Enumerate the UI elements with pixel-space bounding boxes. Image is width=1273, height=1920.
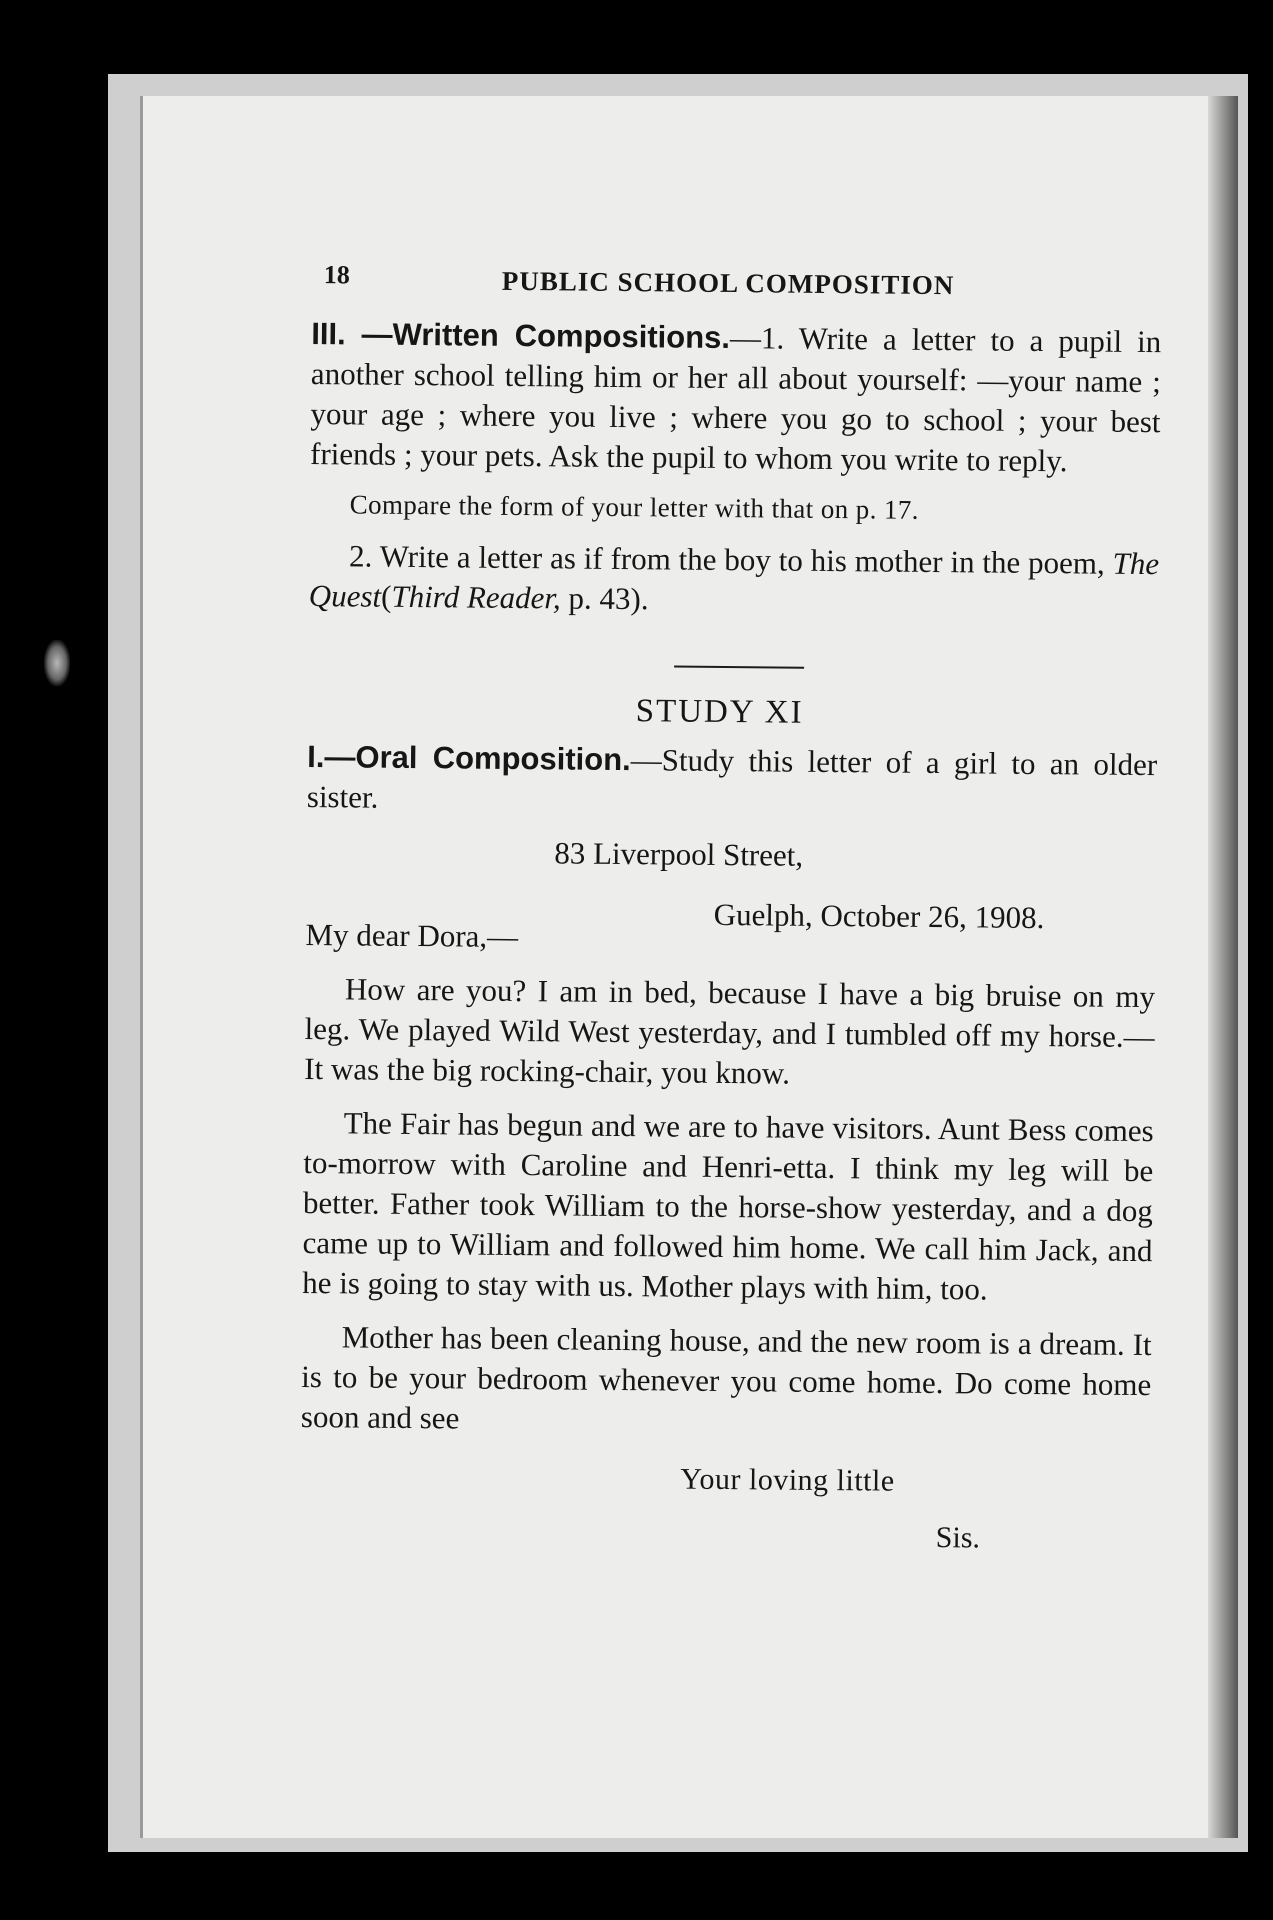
written-compositions-item-2 [309, 536, 1160, 624]
scan-dust-mark [44, 640, 70, 686]
oral-composition-heading: I.—Oral Composition. [307, 738, 631, 778]
item-1-number: —1. [729, 320, 785, 356]
page-left-edge [140, 96, 143, 1838]
section-divider [674, 665, 804, 668]
book-spine-shadow [1208, 96, 1238, 1838]
study-title: STUDY XI [635, 693, 804, 731]
letter-salutation: My dear Dora,— [305, 916, 519, 955]
item-1-text: Write a letter to a pupil in another school telling him or her all about yourself: —your name ; your age ; where you live ; where you go to school ; your best friends ; your pets. Ask the pupil to whom you write to reply. [309, 320, 1162, 479]
letter-closing: Your loving little [680, 1462, 895, 1498]
letter-address-line-1: 83 Liverpool Street, [554, 835, 804, 873]
running-title: PUBLIC SCHOOL COMPOSITION [501, 265, 955, 301]
page-header [312, 260, 1162, 312]
oral-composition-paragraph [307, 737, 1158, 825]
letter-paragraph-1: How are you? I am in bed, because I have a big bruise on my leg. We played Wild West yesterday, and I tumbled off my horse.—It was the big rocking-chair, you know. [304, 971, 1156, 1091]
reader-title: Third Reader, [391, 578, 561, 616]
item-2-text: Write a letter as if from the boy to his mother in the poem, [379, 538, 1105, 581]
letter-paragraph-3: Mother has been cleaning house, and the new room is a dream. It is to be your bedroom whenever you come home. Do come home soon and see [300, 1319, 1152, 1436]
item-2-page-ref: p. 43). [568, 580, 649, 617]
item-2-open-paren: ( [380, 578, 392, 614]
oral-composition-text: —Study this letter of a girl to an older sister. [306, 742, 1158, 815]
letter-address-line-2: Guelph, October 26, 1908. [713, 896, 1045, 936]
page-content [300, 260, 1162, 1557]
page-number: 18 [323, 260, 350, 290]
written-compositions-heading: III. —Written Compositions. [311, 315, 731, 356]
letter-signature: Sis. [935, 1521, 981, 1555]
item-2-number: 2. [348, 538, 373, 574]
poem-title: The Quest [308, 545, 1160, 614]
letter-paragraph-2: The Fair has begun and we are to have visitors. Aunt Bess comes to-morrow with Caroline and Henri-etta. I think my leg will be better. Father took William to the horse-show yesterday, and a dog came up to William and followed him home. We call him Jack, and he is going to stay with us. Mother plays with him, too. [302, 1105, 1154, 1307]
compare-note: Compare the form of your letter with that on p. 17. [349, 489, 920, 525]
written-compositions-item-1 [310, 314, 1161, 482]
